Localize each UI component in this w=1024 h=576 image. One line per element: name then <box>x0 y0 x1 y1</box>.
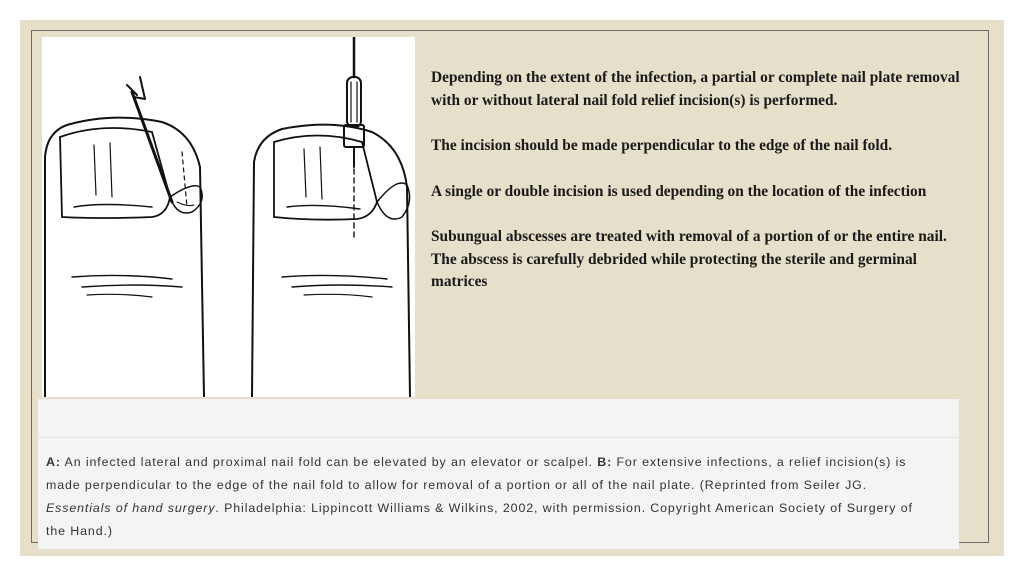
illustration-svg <box>42 37 415 397</box>
toe-b-drawing <box>252 37 410 397</box>
caption-label-a: A: <box>46 455 61 469</box>
nail-fold-illustration <box>42 37 415 397</box>
paragraph-single-double-incision: A single or double incision is used depending on the location of the infection <box>431 182 927 200</box>
caption-text <box>46 451 919 543</box>
caption-label-b: B: <box>597 455 613 469</box>
caption-text-b: For extensive infections, a relief incision(s) is made perpendicular to the edge of the nail fold to allow for removal of a portion or all of the nail plate. (Reprinted from Seiler JG. <box>46 455 907 492</box>
paragraph-subungual-abscess: Subungual abscesses are treated with removal of a portion of or the entire nail. The abscess is carefully debrided while protecting the sterile and germinal matrices <box>431 228 947 290</box>
paragraph-incision-direction: The incision should be made perpendicular to the edge of the nail fold. <box>431 137 893 154</box>
paragraph-nail-plate-removal: Depending on the extent of the infection, a partial or complete nail plate removal with or without lateral nail fold relief incision(s) is performed. <box>431 69 960 109</box>
caption-text-end: . Philadelphia: Lippincott Williams & Wilkins, 2002, with permission. Copyright American Society of Surgery of the Hand.) <box>46 501 913 538</box>
figure-caption <box>38 438 959 549</box>
caption-text-a: An infected lateral and proximal nail fold can be elevated by an elevator or scalpel. <box>64 455 593 469</box>
caption-header-band <box>38 399 959 438</box>
toe-a-drawing <box>45 77 204 397</box>
caption-book-title: Essentials of hand surgery <box>46 501 216 515</box>
slide-body-text <box>431 67 971 317</box>
